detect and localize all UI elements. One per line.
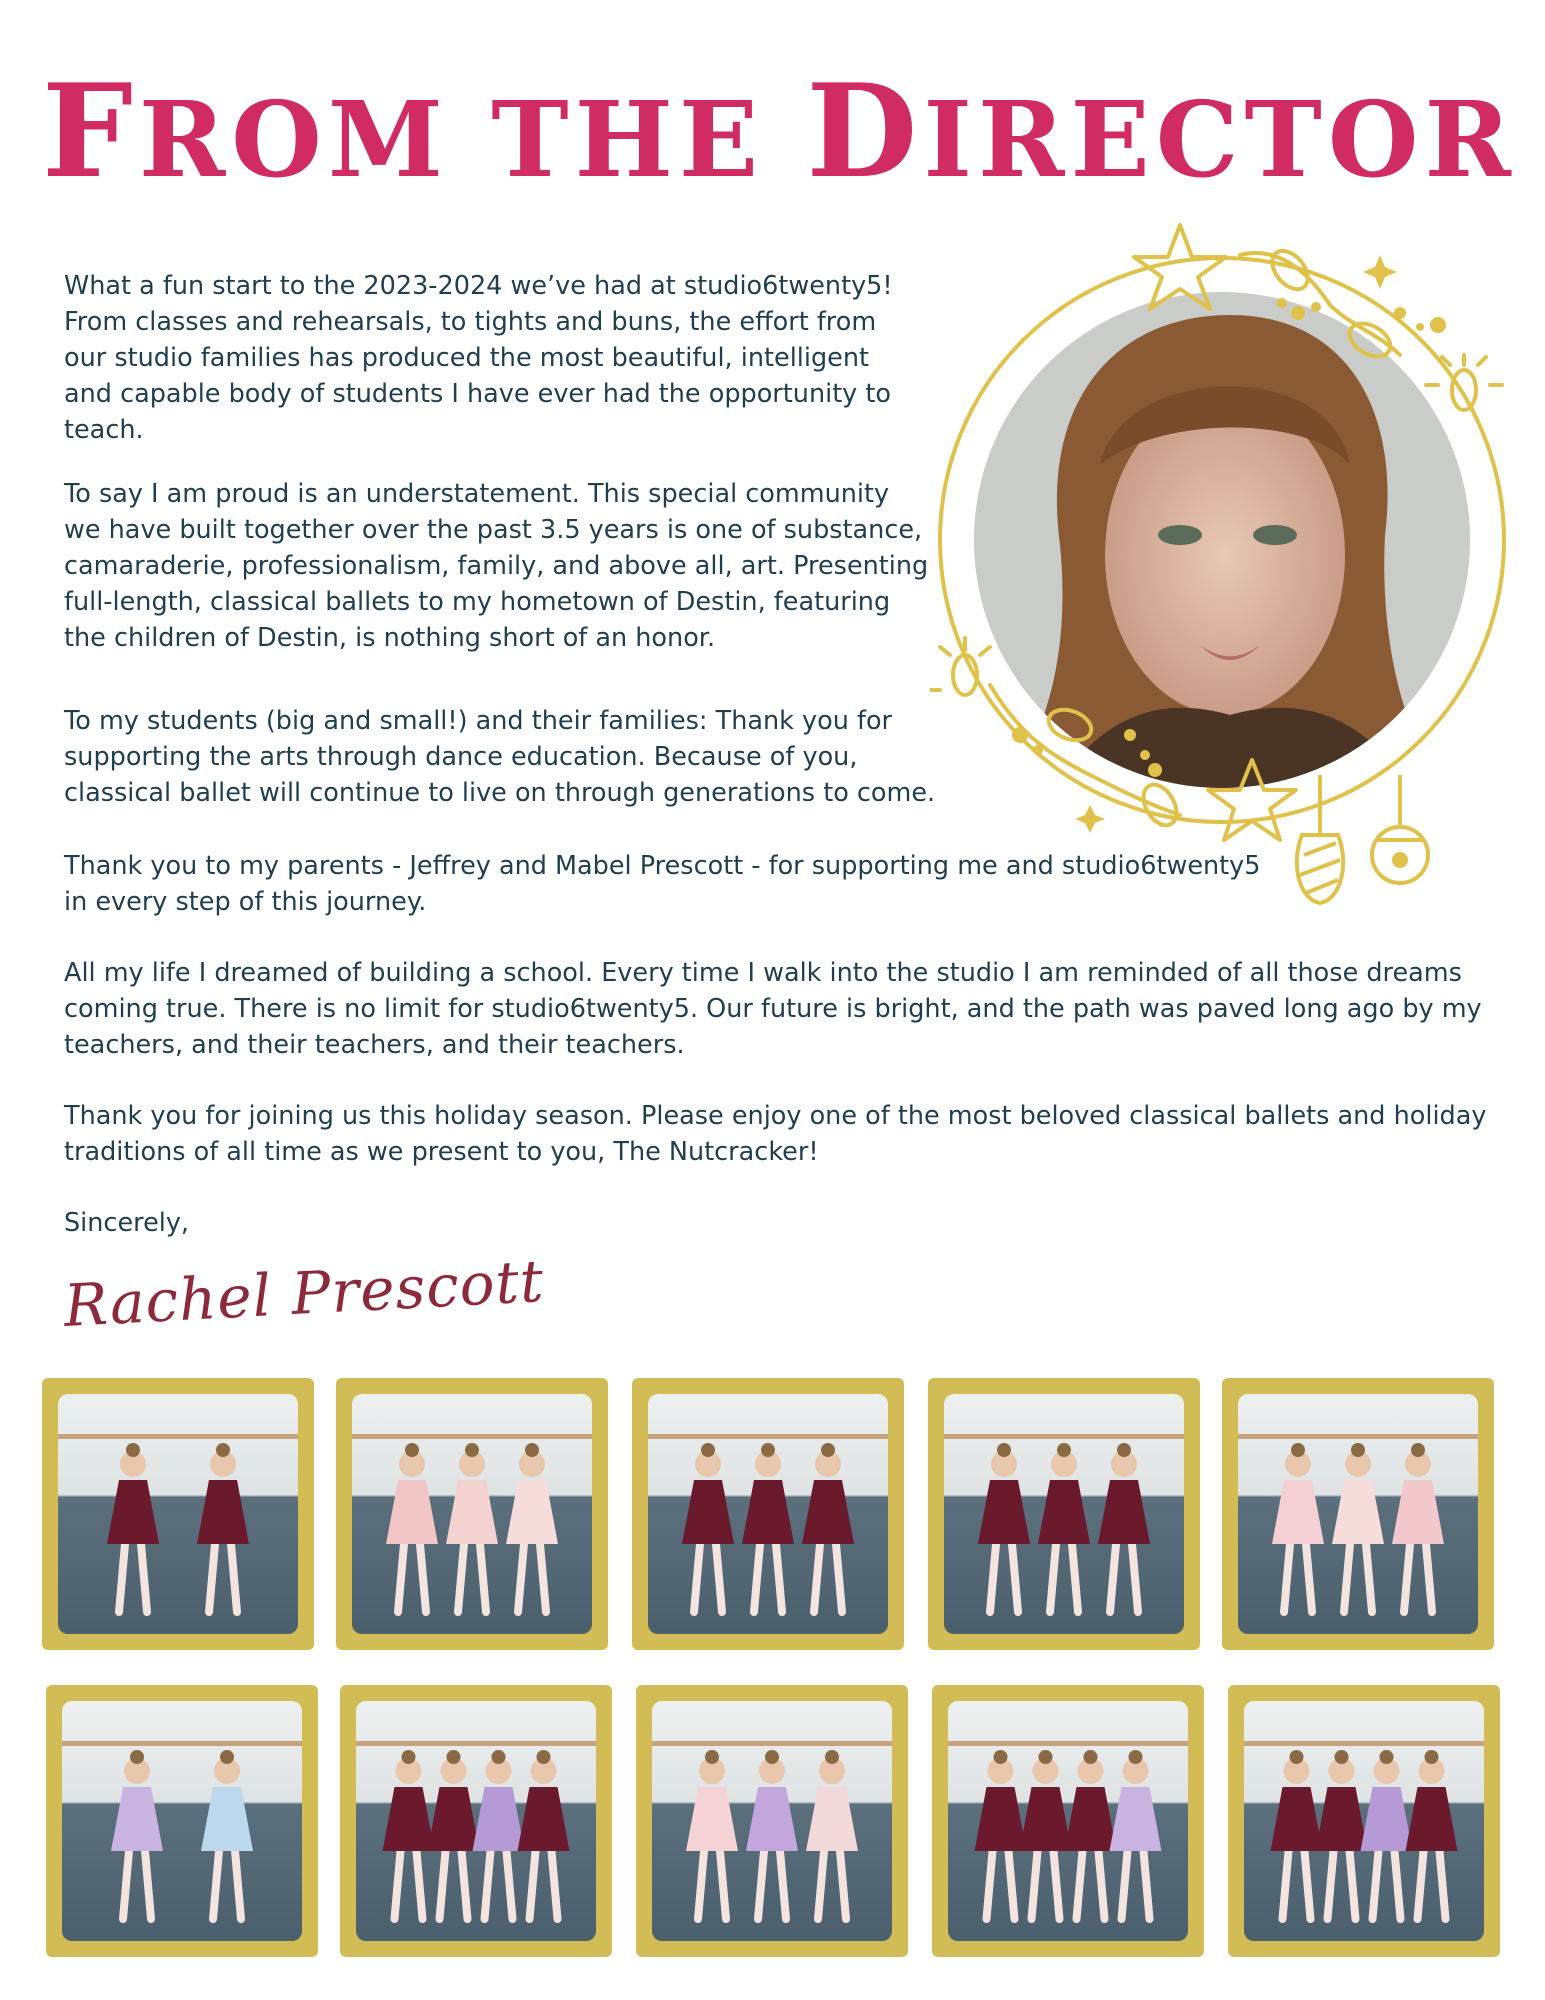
gallery-photo-frame [340, 1685, 612, 1957]
dancer-figure [1038, 1443, 1090, 1612]
dancer-figure [1110, 1750, 1162, 1919]
dancer-figure [802, 1443, 854, 1612]
letter-line: All my life I dreamed of building a school. Every time I walk into the studio I am reminded of all those dreams [64, 958, 1462, 988]
letter-line: teach. [64, 415, 144, 445]
ballet-class-photo [62, 1701, 302, 1941]
dancer-figure [806, 1750, 858, 1919]
letter-line: full-length, classical ballets to my hometown of Destin, featuring [64, 587, 891, 617]
gallery-photo-frame [636, 1685, 908, 1957]
portrait-photo [970, 285, 1490, 805]
dancer-figure [978, 1443, 1030, 1612]
dancer-figure [506, 1443, 558, 1612]
letter-line: To say I am proud is an understatement. This special community [64, 479, 890, 509]
letter-paragraph [64, 1205, 189, 1241]
dancer-figure [107, 1443, 159, 1612]
ornament-wreath-icon [930, 215, 1510, 905]
letter-line: camaraderie, professionalism, family, and above all, art. Presenting [64, 551, 929, 581]
ballet-class-photo [652, 1701, 892, 1941]
dancer-figure [111, 1750, 163, 1919]
gallery-photo-frame [1228, 1685, 1500, 1957]
dancer-figure [1065, 1750, 1117, 1919]
dancer-figure [386, 1443, 438, 1612]
title-cap-d: D [806, 57, 924, 207]
letter-line: teachers, and their teachers, and their teachers. [64, 1030, 685, 1060]
dancer-figure [197, 1443, 249, 1612]
dancer-figure [1392, 1443, 1444, 1612]
letter-paragraph [64, 268, 893, 448]
gallery-photo-frame [46, 1685, 318, 1957]
dancer-figure [1406, 1750, 1458, 1919]
letter-paragraph [64, 1098, 1486, 1170]
dancer-figure [383, 1750, 435, 1919]
dancer-figure [428, 1750, 480, 1919]
title-cap-f: F [42, 57, 139, 207]
dancer-figure [746, 1750, 798, 1919]
dancer-figure [1316, 1750, 1368, 1919]
gallery-photo-frame [336, 1378, 608, 1650]
letter-line: Thank you to my parents - Jeffrey and Mabel Prescott - for supporting me and studio6twenty5 [64, 851, 1261, 881]
letter-line: What a fun start to the 2023-2024 we’ve had at studio6twenty5! [64, 271, 893, 301]
director-portrait [930, 215, 1510, 905]
ballet-class-photo [948, 1701, 1188, 1941]
letter-paragraph [64, 955, 1482, 1063]
dancer-figure [1271, 1750, 1323, 1919]
dancer-figure [518, 1750, 570, 1919]
ballet-class-photo [356, 1701, 596, 1941]
gallery-photo-frame [632, 1378, 904, 1650]
gallery-photo-frame [932, 1685, 1204, 1957]
ballet-class-photo [58, 1394, 298, 1634]
dancer-figure [473, 1750, 525, 1919]
page-title [42, 57, 1517, 207]
dancer-figure [1020, 1750, 1072, 1919]
gallery-photo-frame [1222, 1378, 1494, 1650]
letter-line: Thank you for joining us this holiday season. Please enjoy one of the most beloved classical ballets and holiday [64, 1101, 1487, 1131]
gallery-photo-frame [928, 1378, 1200, 1650]
ballet-class-photo [1238, 1394, 1478, 1634]
letter-line: Sincerely, [64, 1208, 190, 1238]
letter-line: our studio families has produced the most beautiful, intelligent [64, 343, 869, 373]
letter-line: traditions of all time as we present to you, The Nutcracker! [64, 1137, 819, 1167]
title-word-irector: IRECTOR [923, 78, 1517, 201]
letter-line: coming true. There is no limit for studio6twenty5. Our future is bright, and the path was paved long ago by my [64, 994, 1482, 1024]
letter-line: From classes and rehearsals, to tights and buns, the effort from [64, 307, 877, 337]
dancer-figure [1332, 1443, 1384, 1612]
dancer-figure [1361, 1750, 1413, 1919]
letter-line: supporting the arts through dance education. Because of you, [64, 742, 858, 772]
letter-line: in every step of this journey. [64, 887, 427, 917]
letter-line: the children of Destin, is nothing short of an honor. [64, 623, 716, 653]
dancer-figure [201, 1750, 253, 1919]
letter-line: classical ballet will continue to live on through generations to come. [64, 778, 936, 808]
letter-paragraph [64, 476, 928, 656]
ballet-class-photo [648, 1394, 888, 1634]
letter-line: we have built together over the past 3.5 years is one of substance, [64, 515, 923, 545]
dancer-figure [446, 1443, 498, 1612]
signature: Rachel Prescott [62, 1246, 546, 1340]
dancer-figure [682, 1443, 734, 1612]
ballet-class-photo [944, 1394, 1184, 1634]
letter-line: and capable body of students I have ever had the opportunity to [64, 379, 891, 409]
gallery-photo-frame [42, 1378, 314, 1650]
ballet-class-photo [1244, 1701, 1484, 1941]
dancer-figure [975, 1750, 1027, 1919]
ballet-class-photo [352, 1394, 592, 1634]
title-word-rom-the: ROM THE [138, 78, 807, 201]
dancer-figure [686, 1750, 738, 1919]
letter-paragraph [64, 703, 935, 811]
dancer-figure [1272, 1443, 1324, 1612]
dancer-figure [742, 1443, 794, 1612]
dancer-figure [1098, 1443, 1150, 1612]
letter-line: To my students (big and small!) and their families: Thank you for [64, 706, 893, 736]
